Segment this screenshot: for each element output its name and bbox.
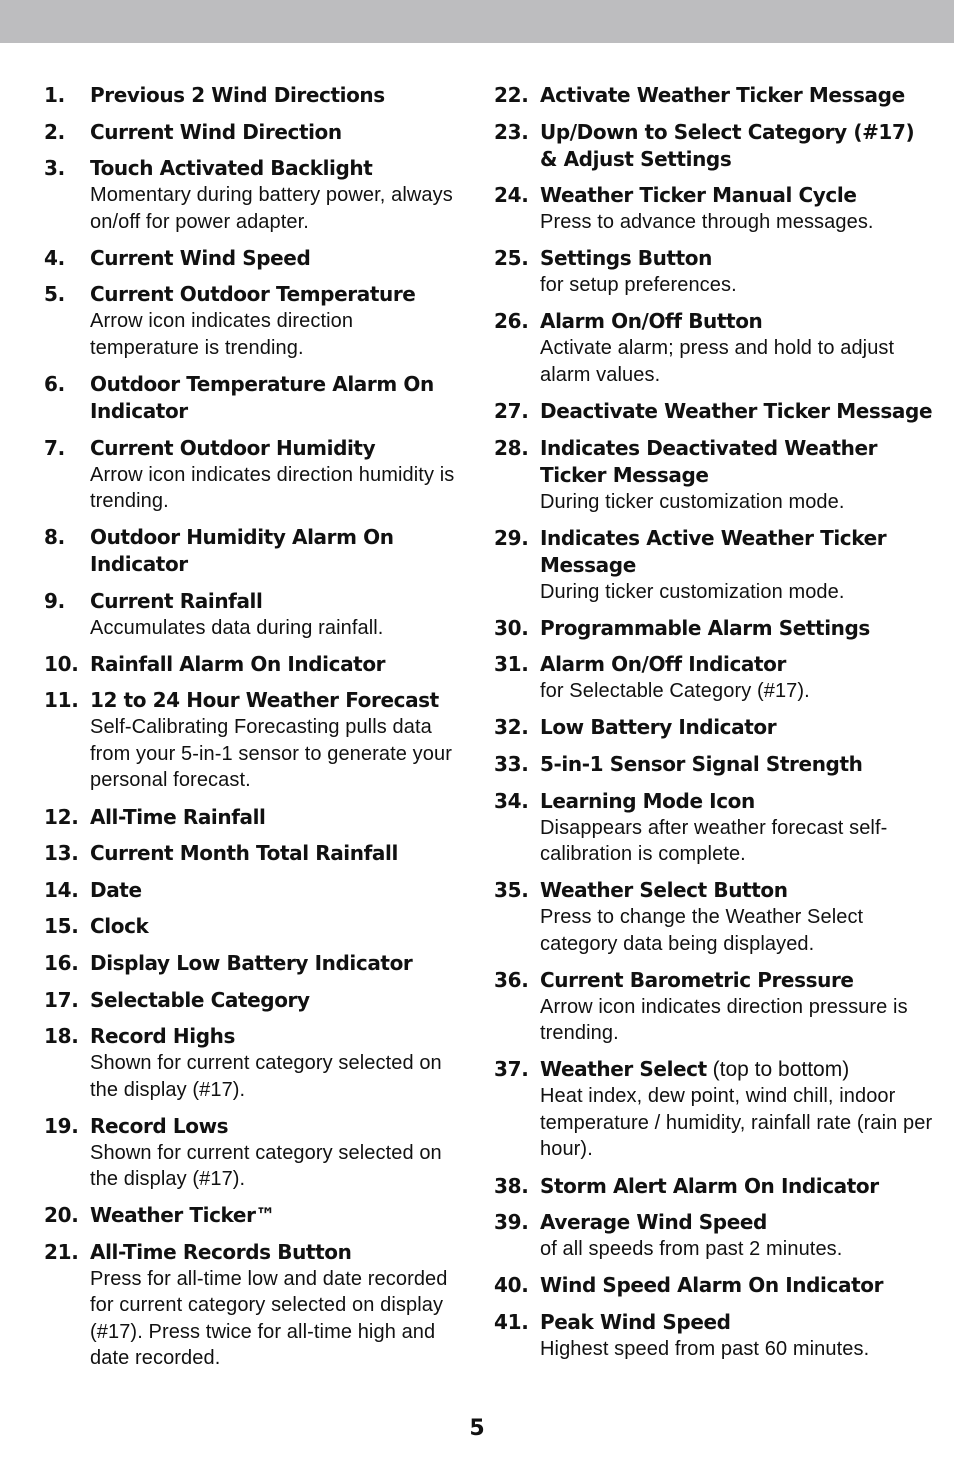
item-content — [540, 788, 934, 868]
list-item — [44, 588, 464, 642]
item-content — [90, 877, 464, 904]
item-title — [540, 182, 934, 209]
item-title — [90, 987, 464, 1014]
item-title — [540, 877, 934, 904]
item-description: Heat index, dew point, wind chill, indoor temperature / humidity, rainfall rate (rain per hour). — [540, 1085, 933, 1161]
item-number: 5. — [44, 282, 65, 307]
item-content — [90, 588, 464, 642]
list-item — [44, 155, 464, 235]
item-number: 41. — [494, 1309, 529, 1334]
item-number: 27. — [494, 398, 529, 423]
item-description: Shown for current category selected on the display (#17). — [90, 1052, 442, 1101]
item-description: During ticker customization mode. — [540, 580, 845, 603]
list-item — [494, 615, 934, 642]
item-content — [540, 82, 934, 109]
item-content — [540, 119, 934, 173]
item-content — [540, 182, 934, 236]
item-content — [90, 651, 464, 678]
item-title — [540, 751, 934, 778]
item-number: 28. — [494, 435, 529, 460]
item-title — [90, 155, 464, 182]
item-title-text: Low Battery Indicator — [540, 715, 777, 740]
item-content — [90, 435, 464, 515]
list-item — [494, 1173, 934, 1200]
list-item — [494, 877, 934, 957]
item-title-text: Record Lows — [90, 1113, 229, 1138]
item-content — [540, 1056, 934, 1163]
item-content — [90, 950, 464, 977]
list-item — [44, 950, 464, 977]
item-number: 6. — [44, 371, 65, 396]
item-title — [90, 1202, 464, 1229]
item-content — [540, 751, 934, 778]
item-number: 21. — [44, 1239, 79, 1264]
item-title — [90, 82, 464, 109]
list-item — [494, 525, 934, 606]
item-title-text: Clock — [90, 914, 149, 939]
item-title-text: Selectable Category — [90, 987, 310, 1012]
item-content — [90, 524, 464, 578]
item-number: 20. — [44, 1203, 79, 1228]
item-title — [90, 687, 464, 714]
list-item — [494, 967, 934, 1047]
item-number: 36. — [494, 967, 529, 992]
item-description: Arrow icon indicates direction temperature is trending. — [90, 310, 354, 359]
item-title — [90, 524, 464, 578]
item-content — [90, 1239, 464, 1372]
item-content — [90, 987, 464, 1014]
item-title-text: Settings Button — [540, 246, 712, 271]
item-title — [540, 714, 934, 741]
list-item — [44, 913, 464, 940]
item-number: 32. — [494, 715, 529, 740]
right-column — [494, 82, 934, 1372]
item-content — [90, 804, 464, 831]
item-title — [90, 950, 464, 977]
item-description: Shown for current category selected on the display (#17). — [90, 1141, 442, 1191]
item-title — [90, 435, 464, 462]
item-content — [90, 119, 464, 146]
item-title-text: Rainfall Alarm On Indicator — [90, 651, 386, 676]
item-content — [540, 245, 934, 299]
item-number: 38. — [494, 1173, 529, 1198]
item-title-text: Current Month Total Rainfall — [90, 841, 398, 866]
header-band — [0, 0, 954, 43]
item-title-text: Display Low Battery Indicator — [90, 950, 413, 975]
item-number: 14. — [44, 877, 79, 902]
item-number: 34. — [494, 788, 529, 813]
item-number: 33. — [494, 752, 529, 777]
item-description: Press to change the Weather Select category data being displayed. — [540, 906, 864, 955]
list-item — [44, 877, 464, 904]
list-item — [44, 119, 464, 146]
item-title — [540, 1209, 934, 1236]
item-number: 19. — [44, 1113, 79, 1138]
item-title-text: Current Outdoor Humidity — [90, 435, 376, 460]
item-content — [540, 308, 934, 388]
item-title — [90, 281, 464, 308]
item-content — [90, 687, 464, 794]
item-title-text: Previous 2 Wind Directions — [90, 83, 385, 107]
item-content — [540, 1209, 934, 1263]
item-title — [540, 1272, 934, 1299]
item-title — [540, 398, 934, 425]
item-number: 7. — [44, 435, 65, 460]
item-number: 1. — [44, 83, 65, 107]
item-title-text: Alarm On/Off Button — [540, 309, 763, 334]
list-item — [44, 82, 464, 109]
item-title — [90, 840, 464, 867]
item-title — [90, 651, 464, 678]
item-number: 40. — [494, 1273, 529, 1298]
item-content — [540, 398, 934, 425]
list-item — [494, 182, 934, 236]
item-title-text: Indicates Active Weather Ticker Message — [540, 525, 887, 577]
item-title-text: Current Barometric Pressure — [540, 967, 854, 992]
list-item — [44, 524, 464, 578]
item-title-text: Weather Ticker Manual Cycle — [540, 183, 857, 208]
item-title — [540, 1309, 934, 1336]
list-item — [44, 371, 464, 425]
list-item — [44, 1239, 464, 1372]
item-description: of all speeds from past 2 minutes. — [540, 1238, 843, 1261]
item-title — [90, 913, 464, 940]
item-number: 35. — [494, 878, 529, 903]
item-number: 2. — [44, 119, 65, 144]
item-description: Arrow icon indicates direction humidity is trending. — [90, 463, 455, 513]
item-title — [90, 877, 464, 904]
item-title-text: 12 to 24 Hour Weather Forecast — [90, 688, 439, 713]
item-title-text: Alarm On/Off Indicator — [540, 652, 786, 677]
item-number: 24. — [494, 183, 529, 208]
item-title-text: Average Wind Speed — [540, 1210, 767, 1235]
list-item — [494, 651, 934, 705]
item-content — [90, 82, 464, 109]
item-content — [90, 1202, 464, 1229]
item-title-text: Current Outdoor Temperature — [90, 282, 416, 307]
item-title — [540, 1173, 934, 1200]
item-title — [540, 82, 934, 109]
list-item — [494, 398, 934, 425]
item-description: Press for all-time low and date recorded for current category selected on display (#17). Press twice for all-time high and date recorded. — [90, 1267, 448, 1370]
item-description: During ticker customization mode. — [540, 490, 845, 513]
item-title-text: Weather Select — [540, 1057, 707, 1082]
list-item — [494, 308, 934, 388]
item-content — [90, 1023, 464, 1103]
item-title — [540, 119, 934, 173]
item-title-text: Current Rainfall — [90, 588, 263, 613]
item-title-text: Touch Activated Backlight — [90, 156, 373, 181]
item-title — [90, 1113, 464, 1140]
item-content — [540, 435, 934, 516]
item-title-text: Outdoor Humidity Alarm On Indicator — [90, 525, 394, 577]
item-number: 17. — [44, 987, 79, 1012]
item-number: 39. — [494, 1210, 529, 1235]
item-number: 31. — [494, 652, 529, 677]
item-content — [540, 1272, 934, 1299]
list-item — [44, 1023, 464, 1103]
item-title — [90, 119, 464, 146]
item-content — [90, 245, 464, 272]
item-content — [90, 913, 464, 940]
item-number: 23. — [494, 119, 529, 144]
item-content — [540, 525, 934, 606]
item-content — [90, 155, 464, 235]
item-content — [540, 967, 934, 1047]
item-number: 25. — [494, 246, 529, 271]
item-title-text: Activate Weather Ticker Message — [540, 83, 905, 107]
item-title-text: Deactivate Weather Ticker Message — [540, 398, 933, 423]
item-title — [540, 245, 934, 272]
item-title — [90, 1239, 464, 1266]
item-title-text: Outdoor Temperature Alarm On Indicator — [90, 371, 434, 423]
item-title — [540, 435, 934, 489]
item-content — [540, 1173, 934, 1200]
item-number: 29. — [494, 525, 529, 550]
item-title — [90, 804, 464, 831]
item-content — [540, 714, 934, 741]
list-item — [494, 435, 934, 516]
item-description: for setup preferences. — [540, 274, 737, 297]
item-number: 22. — [494, 83, 529, 107]
item-description: Momentary during battery power, always on/off for power adapter. — [90, 184, 453, 233]
item-title-suffix: (top to bottom) — [706, 1058, 850, 1082]
item-title-text: Up/Down to Select Category (#17) & Adjust Settings — [540, 119, 915, 171]
item-content — [540, 877, 934, 957]
list-item — [494, 119, 934, 173]
item-title-text: Learning Mode Icon — [540, 788, 755, 813]
list-item — [494, 1209, 934, 1263]
list-item — [494, 788, 934, 868]
item-title — [540, 651, 934, 678]
list-item — [44, 435, 464, 515]
item-title — [540, 1056, 934, 1083]
item-title-text: Weather Ticker™ — [90, 1203, 276, 1228]
item-description: for Selectable Category (#17). — [540, 680, 810, 703]
item-content — [90, 371, 464, 425]
item-number: 3. — [44, 156, 65, 181]
list-item — [494, 245, 934, 299]
item-title — [90, 371, 464, 425]
item-number: 15. — [44, 914, 79, 939]
item-number: 18. — [44, 1024, 79, 1049]
list-item — [44, 804, 464, 831]
item-number: 26. — [494, 309, 529, 334]
item-title — [90, 245, 464, 272]
item-number: 16. — [44, 950, 79, 975]
list-item — [44, 281, 464, 361]
item-description: Highest speed from past 60 minutes. — [540, 1337, 870, 1360]
item-title-text: All-Time Rainfall — [90, 804, 266, 829]
page-number: 5 — [469, 1416, 485, 1441]
item-number: 13. — [44, 841, 79, 866]
item-number: 11. — [44, 688, 79, 713]
item-title — [540, 967, 934, 994]
item-content — [540, 651, 934, 705]
item-description: Press to advance through messages. — [540, 211, 874, 234]
list-item — [44, 1202, 464, 1229]
left-column — [44, 82, 464, 1381]
item-number: 9. — [44, 588, 65, 613]
list-item — [494, 1056, 934, 1163]
list-item — [44, 651, 464, 678]
list-item — [44, 1113, 464, 1193]
list-item — [44, 245, 464, 272]
item-content — [90, 1113, 464, 1193]
item-title — [90, 1023, 464, 1050]
list-item — [44, 840, 464, 867]
item-number: 30. — [494, 615, 529, 640]
list-item — [494, 1272, 934, 1299]
list-item — [494, 1309, 934, 1363]
item-number: 10. — [44, 651, 79, 676]
item-content — [540, 1309, 934, 1363]
item-content — [90, 281, 464, 361]
item-description: Disappears after weather forecast self-calibration is complete. — [540, 816, 888, 866]
item-title-text: Current Wind Speed — [90, 245, 311, 270]
item-title-text: Storm Alert Alarm On Indicator — [540, 1173, 879, 1198]
item-title-text: Programmable Alarm Settings — [540, 615, 870, 640]
item-title — [540, 308, 934, 335]
item-title-text: Date — [90, 877, 142, 902]
item-content — [90, 840, 464, 867]
item-title-text: Peak Wind Speed — [540, 1309, 731, 1334]
item-content — [540, 615, 934, 642]
item-title — [540, 788, 934, 815]
item-title-text: Current Wind Direction — [90, 119, 342, 144]
item-title-text: All-Time Records Button — [90, 1239, 352, 1264]
item-description: Arrow icon indicates direction pressure is trending. — [540, 995, 908, 1045]
list-item — [44, 687, 464, 794]
item-description: Self-Calibrating Forecasting pulls data from your 5-in-1 sensor to generate your personal forecast. — [90, 716, 452, 792]
item-title — [540, 615, 934, 642]
item-description: Accumulates data during rainfall. — [90, 616, 384, 639]
item-number: 8. — [44, 525, 65, 550]
item-title-text: Indicates Deactivated Weather Ticker Message — [540, 435, 878, 487]
list-item — [44, 987, 464, 1014]
item-number: 37. — [494, 1057, 529, 1082]
item-title — [90, 588, 464, 615]
item-description: Activate alarm; press and hold to adjust alarm values. — [540, 337, 895, 386]
item-title-text: 5-in-1 Sensor Signal Strength — [540, 752, 863, 777]
item-title-text: Wind Speed Alarm On Indicator — [540, 1273, 884, 1298]
list-item — [494, 82, 934, 109]
item-title-text: Record Highs — [90, 1024, 235, 1049]
list-item — [494, 714, 934, 741]
item-title — [540, 525, 934, 579]
item-title-text: Weather Select Button — [540, 878, 788, 903]
list-item — [494, 751, 934, 778]
item-number: 4. — [44, 245, 65, 270]
item-number: 12. — [44, 804, 79, 829]
